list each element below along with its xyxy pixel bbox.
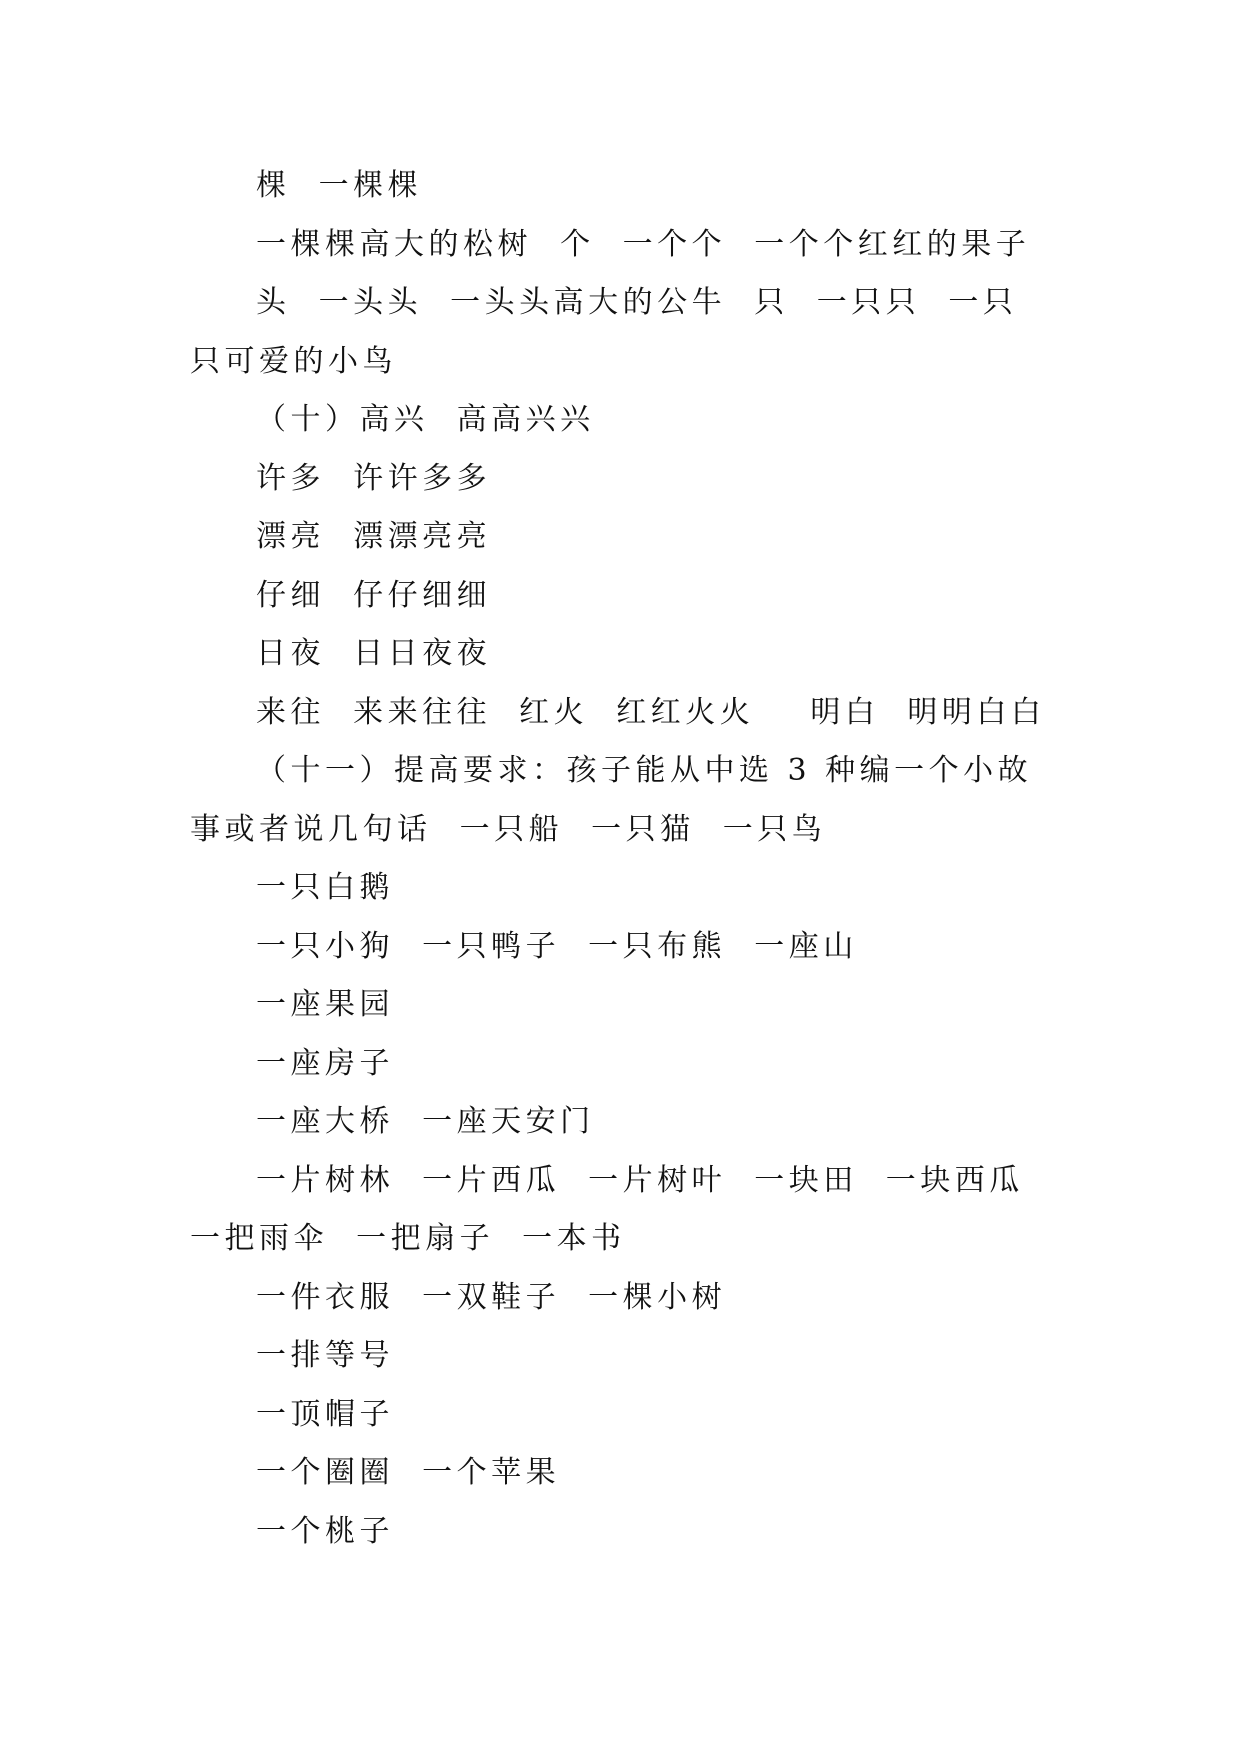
paragraph: 漂亮 漂漂亮亮: [256, 519, 492, 554]
paragraph: 一座果园: [256, 987, 394, 1022]
paragraph: 来往 来来往往 红火 红红火火 明白 明明白白: [256, 694, 1046, 730]
document-body: [190, 157, 1050, 1561]
paragraph: 一座房子: [256, 1045, 394, 1081]
paragraph: 仔细 仔仔细细: [256, 577, 492, 613]
paragraph: 头 一头头 一头头高大的公牛 只 一只只 一只只可爱的小鸟: [190, 285, 1018, 379]
paragraph: 一个桃子: [256, 1513, 394, 1549]
paragraph: 日夜 日日夜夜: [256, 636, 492, 671]
paragraph: 一只白鹅: [256, 870, 394, 905]
paragraph: 一顶帽子: [256, 1396, 394, 1432]
paragraph: 一只小狗 一只鸭子 一只布熊 一座山: [256, 928, 858, 964]
paragraph: 一排等号: [256, 1338, 394, 1373]
paragraph: 一个圈圈 一个苹果: [256, 1455, 561, 1490]
paragraph: 一片树林 一片西瓜 一片树叶 一块田 一块西瓜 一把雨伞 一把扇子 一本书: [190, 1162, 1052, 1256]
paragraph: （十一）提高要求：孩子能从中选 3 种编一个小故事或者说几句话 一只船 一只猫 一只鸟: [190, 753, 1033, 847]
paragraph: 一棵棵高大的松树 个 一个个 一个个红红的果子: [256, 226, 1031, 262]
paragraph: （十）高兴 高高兴兴: [256, 402, 595, 437]
paragraph: 一座大桥 一座天安门: [256, 1104, 595, 1139]
paragraph: 一件衣服 一双鞋子 一棵小树: [256, 1279, 727, 1315]
paragraph: 许多 许许多多: [256, 460, 492, 496]
paragraph: 棵 一棵棵: [256, 168, 423, 203]
